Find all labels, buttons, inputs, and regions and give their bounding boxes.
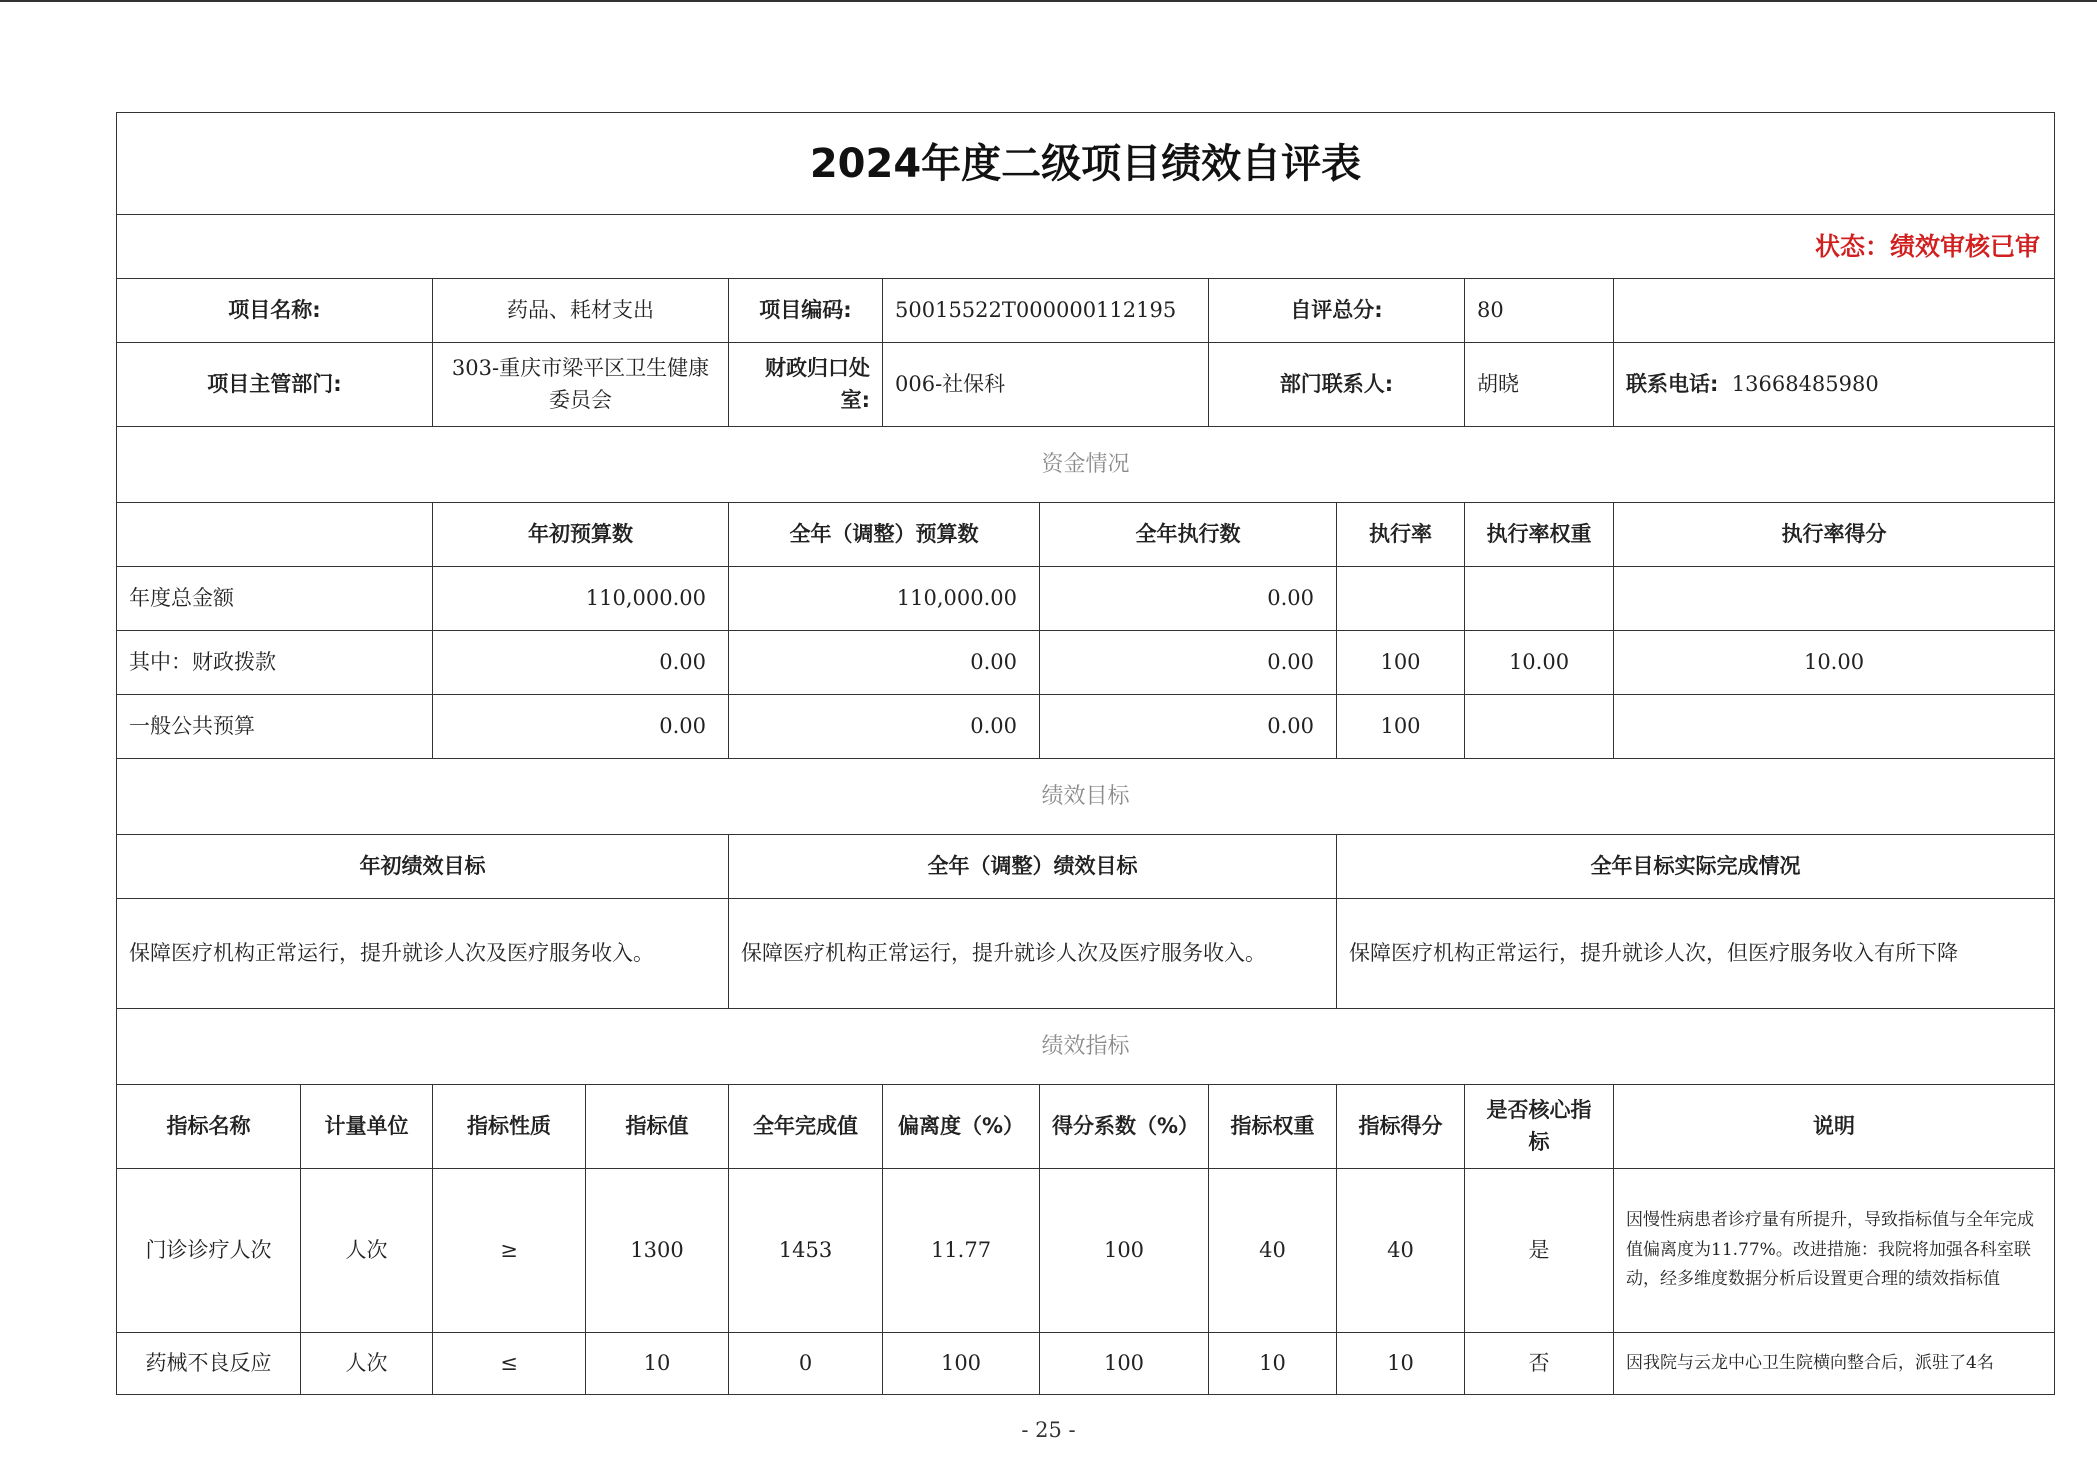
funds-header: 执行率权重 bbox=[1465, 503, 1614, 567]
funds-adjusted: 110,000.00 bbox=[729, 567, 1040, 631]
funds-header: 年初预算数 bbox=[433, 503, 729, 567]
indicator-header: 指标得分 bbox=[1337, 1085, 1465, 1169]
funds-score bbox=[1614, 567, 2055, 631]
top-rule bbox=[0, 0, 2097, 2]
indicator-header: 指标名称 bbox=[117, 1085, 301, 1169]
page-number: - 25 - bbox=[1021, 1418, 1076, 1442]
indicator-name: 门诊诊疗人次 bbox=[117, 1169, 301, 1333]
status-badge: 状态：绩效审核已审 bbox=[117, 215, 2055, 279]
funds-weight: 10.00 bbox=[1465, 631, 1614, 695]
goals-header-row bbox=[117, 835, 2055, 899]
funds-executed: 0.00 bbox=[1040, 631, 1337, 695]
funds-section-title: 资金情况 bbox=[117, 427, 2055, 503]
funds-header-row bbox=[117, 503, 2055, 567]
indicator-header: 是否核心指标 bbox=[1465, 1085, 1614, 1169]
indicator-unit: 人次 bbox=[301, 1333, 433, 1395]
contact-label: 部门联系人: bbox=[1209, 343, 1465, 427]
indicator-name: 药械不良反应 bbox=[117, 1333, 301, 1395]
funds-row-name: 一般公共预算 bbox=[117, 695, 433, 759]
funds-row bbox=[117, 695, 2055, 759]
funds-score bbox=[1614, 695, 2055, 759]
empty-cell bbox=[1614, 279, 2055, 343]
info-row-1 bbox=[117, 279, 2055, 343]
funds-executed: 0.00 bbox=[1040, 567, 1337, 631]
dept-value: 303-重庆市梁平区卫生健康委员会 bbox=[433, 343, 729, 427]
funds-row bbox=[117, 567, 2055, 631]
indicator-header: 指标权重 bbox=[1209, 1085, 1337, 1169]
funds-row bbox=[117, 631, 2055, 695]
indicator-deviation: 100 bbox=[883, 1333, 1040, 1395]
indicator-nature: ≤ bbox=[433, 1333, 586, 1395]
goal-adjusted: 保障医疗机构正常运行，提升就诊人次及医疗服务收入。 bbox=[729, 899, 1337, 1009]
indicator-header: 指标性质 bbox=[433, 1085, 586, 1169]
goals-header: 全年（调整）绩效目标 bbox=[729, 835, 1337, 899]
funds-initial: 0.00 bbox=[433, 695, 729, 759]
indicator-done: 0 bbox=[729, 1333, 883, 1395]
page-title: 2024年度二级项目绩效自评表 bbox=[117, 113, 2055, 215]
indicator-header: 偏离度（%） bbox=[883, 1085, 1040, 1169]
indicator-coef: 100 bbox=[1040, 1169, 1209, 1333]
indicator-target: 10 bbox=[586, 1333, 729, 1395]
indicator-header: 得分系数（%） bbox=[1040, 1085, 1209, 1169]
total-score-value: 80 bbox=[1465, 279, 1614, 343]
indicator-core: 否 bbox=[1465, 1333, 1614, 1395]
funds-rate: 100 bbox=[1337, 631, 1465, 695]
funds-score: 10.00 bbox=[1614, 631, 2055, 695]
goals-header: 全年目标实际完成情况 bbox=[1337, 835, 2055, 899]
funds-executed: 0.00 bbox=[1040, 695, 1337, 759]
funds-header: 执行率得分 bbox=[1614, 503, 2055, 567]
funds-initial: 0.00 bbox=[433, 631, 729, 695]
indicator-row bbox=[117, 1169, 2055, 1333]
indicator-header: 全年完成值 bbox=[729, 1085, 883, 1169]
goals-header: 年初绩效目标 bbox=[117, 835, 729, 899]
funds-weight bbox=[1465, 695, 1614, 759]
indicator-target: 1300 bbox=[586, 1169, 729, 1333]
indicator-coef: 100 bbox=[1040, 1333, 1209, 1395]
finance-office-label: 财政归口处室: bbox=[729, 343, 883, 427]
project-name-label: 项目名称: bbox=[117, 279, 433, 343]
indicator-nature: ≥ bbox=[433, 1169, 586, 1333]
funds-row-name: 其中：财政拨款 bbox=[117, 631, 433, 695]
project-code-value: 50015522T000000112195 bbox=[883, 279, 1209, 343]
funds-header: 全年执行数 bbox=[1040, 503, 1337, 567]
dept-label: 项目主管部门: bbox=[117, 343, 433, 427]
funds-weight bbox=[1465, 567, 1614, 631]
finance-office-value: 006-社保科 bbox=[883, 343, 1209, 427]
indicator-header: 说明 bbox=[1614, 1085, 2055, 1169]
indicators-section-title: 绩效指标 bbox=[117, 1009, 2055, 1085]
funds-adjusted: 0.00 bbox=[729, 631, 1040, 695]
project-code-label: 项目编码: bbox=[729, 279, 883, 343]
info-row-2 bbox=[117, 343, 2055, 427]
funds-adjusted: 0.00 bbox=[729, 695, 1040, 759]
indicator-deviation: 11.77 bbox=[883, 1169, 1040, 1333]
indicator-header: 指标值 bbox=[586, 1085, 729, 1169]
indicator-score: 40 bbox=[1337, 1169, 1465, 1333]
goal-actual: 保障医疗机构正常运行，提升就诊人次，但医疗服务收入有所下降 bbox=[1337, 899, 2055, 1009]
indicator-score: 10 bbox=[1337, 1333, 1465, 1395]
indicator-note: 因慢性病患者诊疗量有所提升，导致指标值与全年完成值偏离度为11.77%。改进措施：我院将加强各科室联动，经多维度数据分析后设置更合理的绩效指标值 bbox=[1614, 1169, 2055, 1333]
self-evaluation-table bbox=[116, 112, 2055, 1395]
indicator-unit: 人次 bbox=[301, 1169, 433, 1333]
indicator-done: 1453 bbox=[729, 1169, 883, 1333]
funds-header-blank bbox=[117, 503, 433, 567]
goals-section-title: 绩效目标 bbox=[117, 759, 2055, 835]
indicator-weight: 40 bbox=[1209, 1169, 1337, 1333]
goals-content-row bbox=[117, 899, 2055, 1009]
phone-cell bbox=[1614, 343, 2055, 427]
total-score-label: 自评总分: bbox=[1209, 279, 1465, 343]
funds-rate bbox=[1337, 567, 1465, 631]
indicator-weight: 10 bbox=[1209, 1333, 1337, 1395]
indicator-header: 计量单位 bbox=[301, 1085, 433, 1169]
funds-rate: 100 bbox=[1337, 695, 1465, 759]
phone-value: 13668485980 bbox=[1731, 371, 1879, 396]
funds-header: 全年（调整）预算数 bbox=[729, 503, 1040, 567]
funds-row-name: 年度总金额 bbox=[117, 567, 433, 631]
goal-initial: 保障医疗机构正常运行，提升就诊人次及医疗服务收入。 bbox=[117, 899, 729, 1009]
funds-header: 执行率 bbox=[1337, 503, 1465, 567]
indicator-core: 是 bbox=[1465, 1169, 1614, 1333]
indicator-row bbox=[117, 1333, 2055, 1395]
funds-initial: 110,000.00 bbox=[433, 567, 729, 631]
phone-label: 联系电话: bbox=[1626, 371, 1719, 396]
indicators-header-row bbox=[117, 1085, 2055, 1169]
contact-value: 胡晓 bbox=[1465, 343, 1614, 427]
project-name-value: 药品、耗材支出 bbox=[433, 279, 729, 343]
indicator-note: 因我院与云龙中心卫生院横向整合后，派驻了4名 bbox=[1614, 1333, 2055, 1395]
